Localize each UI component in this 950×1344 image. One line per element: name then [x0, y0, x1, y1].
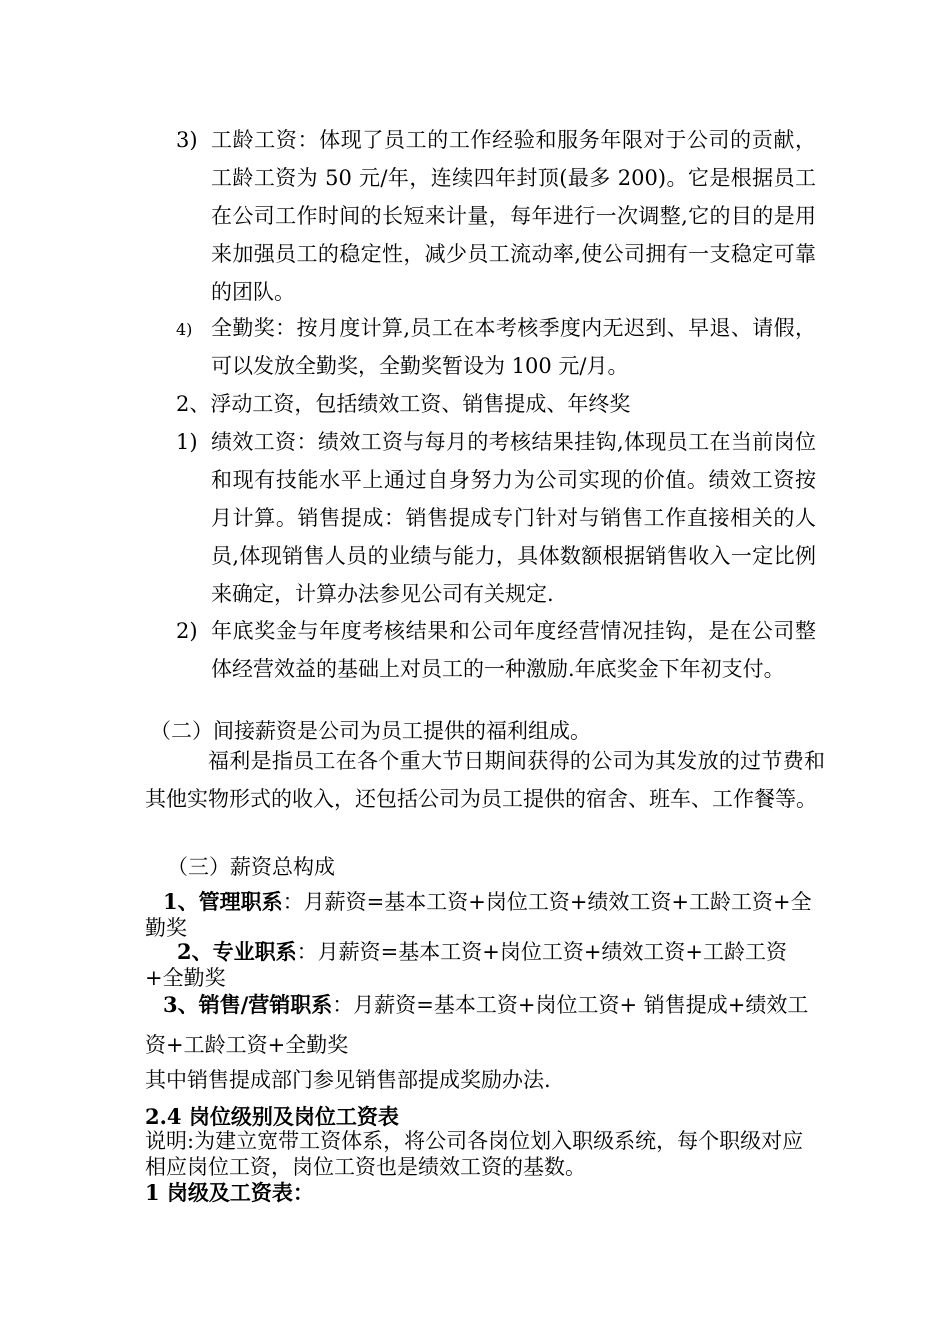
list-number: 1) — [176, 430, 198, 454]
sales-commission-note: 其中销售提成部门参见销售部提成奖励办法. — [145, 1068, 551, 1092]
sales-track-formula — [145, 985, 815, 1065]
list-number: 4) — [176, 320, 193, 339]
composition-heading: （三）薪资总构成 — [167, 855, 335, 879]
list-number: 2) — [176, 619, 198, 643]
section-subtitle: 1 岗级及工资表： — [145, 1180, 314, 1205]
management-track-text: ：月薪资=基本工资+岗位工资+绩效工资+工龄工资+全勤奖 — [145, 890, 812, 940]
professional-track-label: 2、专业职系 — [177, 939, 297, 964]
list-item-attendance-bonus — [176, 309, 816, 385]
management-track-formula — [145, 889, 815, 941]
list-text: 绩效工资：绩效工资与每月的考核结果挂钩,体现员工在当前岗位和现有技能水平上通过自身努力为公司实现的价值。绩效工资按月计算。销售提成：销售提成专门针对与销售工作直接相关的人员,体现销售人员的业绩与能力，具体数额根据销售收入一定比例来确定，计算办法参见公司有关规定. — [211, 430, 816, 606]
section-title: 2.4 岗位级别及岗位工资表 — [145, 1104, 399, 1129]
float-pay-heading: 2、浮动工资，包括绩效工资、销售提成、年终奖 — [176, 392, 631, 416]
list-text: 工龄工资：体现了员工的工作经验和服务年限对于公司的贡献，工龄工资为 50 元/年，连续四年封顶(最多 200)。它是根据员工在公司工作时间的长短来计量，每年进行一次调整,它的目的是用来加强员工的稳定性，减少员工流动率,使公司拥有一支稳定可靠的团队。 — [211, 128, 816, 304]
list-number: 3) — [176, 128, 198, 152]
professional-track-text: ：月薪资=基本工资+岗位工资+绩效工资+工龄工资+全勤奖 — [145, 940, 788, 990]
sales-track-label: 3、销售/营销职系 — [163, 992, 333, 1017]
welfare-paragraph: 福利是指员工在各个重大节日期间获得的公司为其发放的过节费和其他实物形式的收入，还包括公司为员工提供的宿舍、班车、工作餐等。 — [145, 749, 825, 811]
indirect-pay-heading: （二）间接薪资是公司为员工提供的福利组成。 — [150, 719, 591, 743]
list-item-seniority-pay — [176, 121, 816, 311]
list-text: 全勤奖：按月度计算,员工在本考核季度内无迟到、早退、请假，可以发放全勤奖，全勤奖暂设为 100 元/月。 — [211, 316, 816, 378]
section-description: 说明:为建立宽带工资体系，将公司各岗位划入职级系统，每个职级对应相应岗位工资，岗位工资也是绩效工资的基数。 — [145, 1129, 804, 1179]
sales-track-text: ：月薪资=基本工资+岗位工资+ 销售提成+绩效工资+工龄工资+全勤奖 — [145, 993, 809, 1057]
professional-track-formula — [145, 939, 815, 991]
management-track-label: 1、管理职系 — [163, 889, 283, 914]
list-item-performance-pay — [176, 423, 816, 613]
list-item-year-end-bonus — [176, 612, 816, 688]
list-text: 年底奖金与年度考核结果和公司年度经营情况挂钩，是在公司整体经营效益的基础上对员工的一种激励.年底奖金下年初支付。 — [211, 619, 816, 681]
